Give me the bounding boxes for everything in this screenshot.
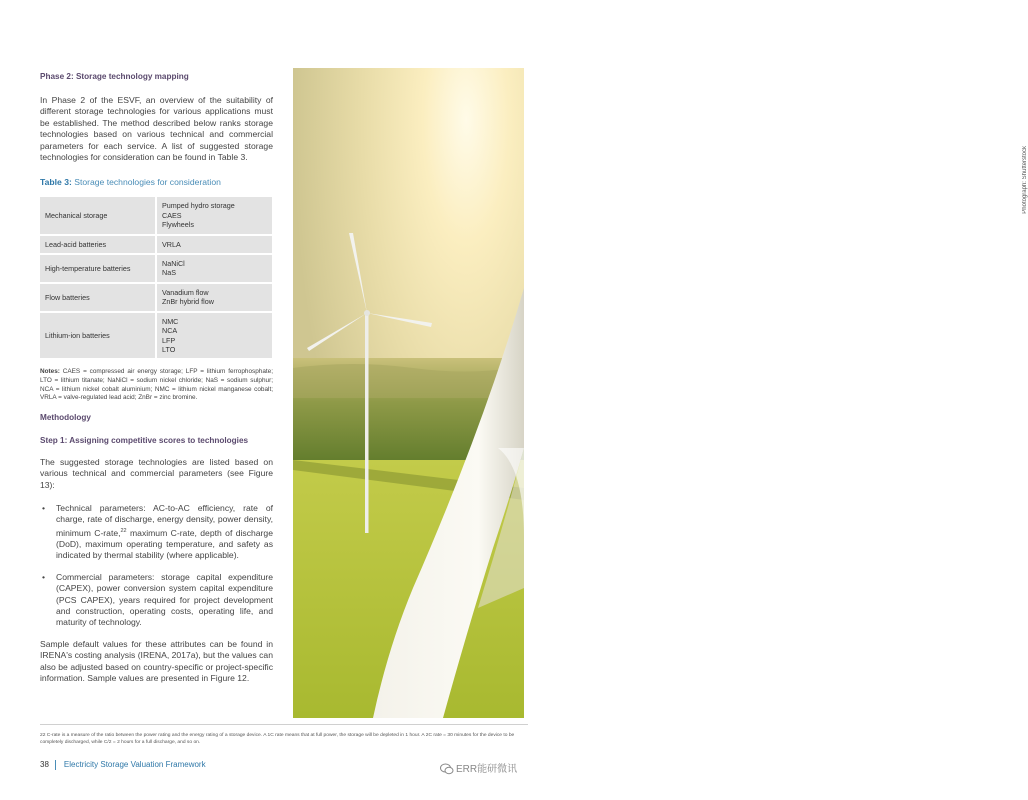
technology-name: NaS	[162, 268, 176, 278]
table-row	[40, 255, 272, 282]
closing-paragraph: Sample default values for these attributes can be found in IRENA's costing analysis (IRENA, 2017a), but the values can also be adjusted based on country-specific or project-specific information. Sample values are presented in Figure 12.	[40, 638, 273, 684]
wechat-icon	[440, 763, 454, 775]
intro-paragraph: In Phase 2 of the ESVF, an overview of the suitability of different storage technologies for various applications must be established. The method described below ranks storage technologies based on various technical and commercial parameters for each service. A list of suggested storage technologies for consideration can be found in Table 3.	[40, 95, 273, 163]
storage-technologies-table	[40, 195, 272, 360]
technology-category-cell: Mechanical storage	[40, 197, 155, 233]
phase-heading: Phase 2: Storage technology mapping	[40, 72, 189, 81]
left-column	[40, 66, 273, 684]
footnote-divider	[40, 724, 528, 725]
photo-credit-area	[509, 72, 1028, 214]
parameter-list	[40, 503, 273, 629]
technology-name: CAES	[162, 210, 182, 220]
table-row	[40, 236, 272, 253]
page-footer	[40, 760, 206, 770]
notes-text: CAES = compressed air energy storage; LFP = lithium ferrophosphate; LTO = lithium titanate; NaNiCl = sodium nickel chloride; NaS = sodium sulphur; NCA = lithium nickel cobalt aluminium; NMC = lithium nickel manganese cobalt; VRLA = valve-regulated lead acid; ZnBr = zinc bromine.	[40, 368, 273, 402]
technology-name: Vanadium flow	[162, 287, 209, 297]
bullet-dot: •	[42, 571, 46, 582]
step1-heading: Step 1: Assigning competitive scores to technologies	[40, 435, 249, 445]
footer-divider	[55, 760, 56, 770]
technology-name: NaNiCl	[162, 259, 185, 269]
table-notes	[40, 368, 273, 402]
technology-category-cell: High-temperature batteries	[40, 255, 155, 282]
photo-credit: Photograph: Shutterstock	[1022, 146, 1028, 214]
technology-list-cell	[155, 284, 272, 311]
technology-category-cell: Flow batteries	[40, 284, 155, 311]
technology-name: ZnBr hybrid flow	[162, 297, 214, 307]
technology-name: LTO	[162, 344, 176, 354]
watermark	[440, 760, 517, 775]
technology-name: NMC	[162, 316, 179, 326]
table-row	[40, 284, 272, 311]
table-caption-label: Table 3:	[40, 177, 72, 188]
technology-name: NCA	[162, 326, 178, 336]
technology-list-cell	[155, 197, 272, 233]
wind-turbine-photo	[293, 68, 524, 718]
step1-paragraph: The suggested storage technologies are listed based on various technical and commercial parameters (see Figure 13):	[40, 456, 273, 490]
technology-list-cell	[155, 236, 272, 253]
technology-name: LFP	[162, 335, 176, 345]
bullet-1-text-cont: maximum C-rate, depth of discharge (DoD), maximum operating temperature, and safety as indicated by thermal stability (where applicable).	[56, 527, 273, 561]
technology-category-cell: Lead-acid batteries	[40, 236, 155, 253]
bullet-dot: •	[42, 502, 46, 513]
technology-category-cell: Lithium-ion batteries	[40, 313, 155, 359]
list-item	[40, 572, 273, 629]
technology-name: Flywheels	[162, 220, 194, 230]
technology-list-cell	[155, 313, 272, 359]
footnote-ref: 22	[120, 527, 127, 534]
table-caption	[40, 177, 273, 187]
notes-label: Notes:	[40, 368, 60, 376]
table-row	[40, 197, 272, 233]
page-number: 38	[40, 760, 49, 770]
table-row	[40, 313, 272, 359]
document-title: Electricity Storage Valuation Framework	[63, 760, 206, 770]
technology-list-cell	[155, 255, 272, 282]
list-item	[40, 503, 273, 562]
technology-name: Pumped hydro storage	[162, 201, 235, 211]
methodology-heading: Methodology	[40, 412, 91, 422]
table-caption-text: Storage technologies for consideration	[71, 177, 221, 188]
bullet-1-text: Technical parameters: AC-to-AC efficiency, rate of charge, rate of discharge, energy density, power density, minimum C-rate,	[56, 502, 273, 538]
technology-name: VRLA	[162, 239, 181, 249]
bullet-2-text: Commercial parameters: storage capital expenditure (CAPEX), power conversion system capital expenditure (PCS CAPEX), years required for project development and construction, operating costs, operating life, and maturity of technology.	[56, 571, 273, 628]
watermark-text: ERR能研微讯	[456, 764, 518, 775]
footnote: 22 C-rate is a measure of the ratio between the power rating and the energy rating of a storage device. A 1C rate means that at full power, the storage will be depleted in 1 hour. A 2C rate = 30 minutes for the device to be completely discharged, while C/2 = 2 hours for a full discharge, and so on.	[40, 733, 515, 745]
